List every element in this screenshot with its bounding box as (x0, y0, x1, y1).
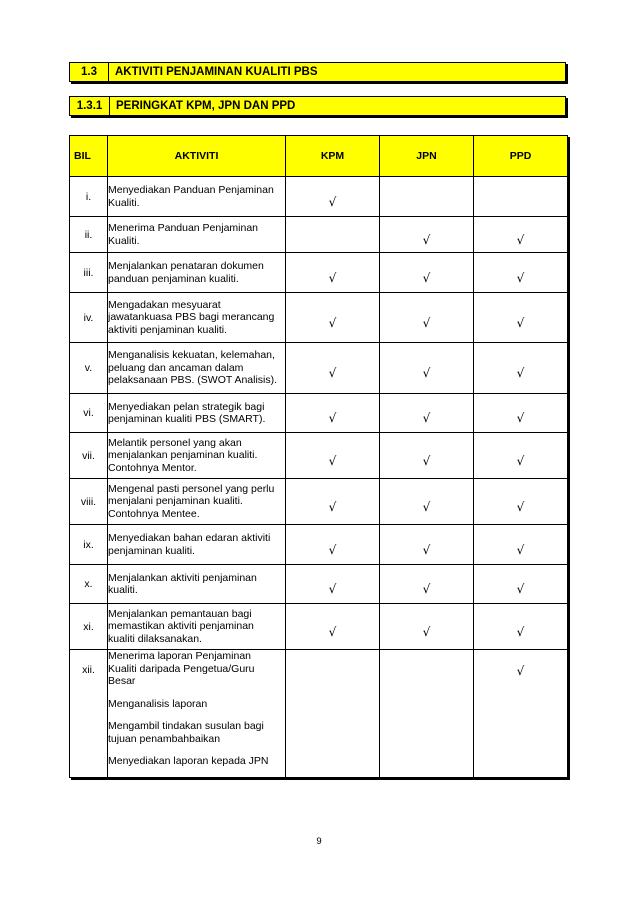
checkmark-icon: √ (422, 232, 431, 247)
kpm-cell (286, 217, 380, 253)
jpn-cell (380, 604, 474, 650)
activity-text-line: Menyediakan Panduan Penjaminan (108, 184, 274, 196)
row-number: vii. (70, 433, 108, 479)
table-row (70, 217, 568, 253)
activity-cell (108, 177, 286, 217)
activity-cell (108, 253, 286, 293)
activity-cell (108, 217, 286, 253)
activity-text-line: Menjalankan penataran dokumen (108, 260, 264, 272)
activity-text-line: Menjalankan pemantauan bagi (108, 607, 252, 620)
activity-text-line: penjaminan kualiti PBS (SMART). (108, 413, 266, 425)
checkmark-icon: √ (328, 315, 337, 330)
checkmark-icon: √ (516, 453, 525, 468)
row-number: ix. (70, 525, 108, 565)
jpn-cell (380, 394, 474, 433)
checkmark-icon: √ (328, 194, 337, 209)
activity-text-line: memastikan aktiviti penjaminan (108, 620, 254, 633)
row-number: iv. (70, 293, 108, 343)
activity-text-line: Menerima laporan Penjaminan (108, 650, 251, 662)
table-header-row (70, 136, 568, 177)
kpm-cell (286, 253, 380, 293)
header-aktiviti: AKTIVITI (108, 136, 286, 177)
header-kpm: KPM (286, 136, 380, 177)
jpn-cell (380, 293, 474, 343)
section-header (69, 62, 566, 82)
kpm-cell (286, 394, 380, 433)
checkmark-icon: √ (516, 270, 525, 285)
kpm-cell (286, 525, 380, 565)
activity-cell (108, 293, 286, 343)
ppd-cell (474, 525, 568, 565)
section-number: 1.3 (70, 63, 109, 81)
activity-text-line: Menjalankan aktiviti penjaminan (108, 571, 257, 584)
activity-text-line: kualiti dilaksanakan. (108, 632, 202, 645)
checkmark-icon: √ (422, 453, 431, 468)
activity-text-line: Mengambil tindakan susulan bagi (108, 720, 264, 732)
kpm-cell (286, 433, 380, 479)
jpn-cell (380, 177, 474, 217)
activity-text-line: Menyediakan pelan strategik bagi (108, 400, 265, 413)
jpn-cell (380, 253, 474, 293)
activity-cell (108, 343, 286, 394)
kpm-cell (286, 565, 380, 604)
ppd-cell (474, 479, 568, 525)
checkmark-icon: √ (422, 499, 431, 514)
ppd-cell (474, 604, 568, 650)
kpm-cell (286, 343, 380, 394)
activity-text-line: menjalani penjaminan kualiti. (108, 495, 243, 508)
activity-text-line: Menyediakan bahan edaran aktiviti (108, 532, 271, 544)
checkmark-icon: √ (516, 411, 525, 425)
checkmark-icon: √ (328, 499, 337, 514)
checkmark-icon: √ (422, 411, 431, 425)
activity-paragraph (108, 720, 285, 745)
checkmark-icon: √ (422, 270, 431, 285)
activity-cell (108, 604, 286, 650)
checkmark-icon: √ (328, 453, 337, 468)
activity-text-line: tujuan penambahbaikan (108, 732, 221, 745)
activity-text-line: Contohnya Mentor. (108, 461, 197, 474)
ppd-cell (474, 253, 568, 293)
table-row (70, 343, 568, 394)
jpn-cell (380, 217, 474, 253)
activity-text-line: aktiviti penjaminan kualiti. (108, 323, 228, 336)
activity-text-line: Menyediakan laporan kepada JPN (108, 755, 269, 767)
kpm-cell (286, 604, 380, 650)
row-number: i. (70, 177, 108, 217)
checkmark-icon: √ (328, 411, 337, 425)
table-row (70, 650, 568, 778)
activity-text-line: menjalankan penjaminan kualiti. (108, 449, 258, 462)
ppd-cell (474, 177, 568, 217)
ppd-cell (474, 394, 568, 433)
table-row (70, 177, 568, 217)
activity-text-line: jawatankuasa PBS bagi merancang (108, 311, 275, 324)
checkmark-icon: √ (422, 542, 431, 557)
checkmark-icon: √ (516, 315, 525, 330)
checkmark-icon: √ (516, 366, 525, 380)
jpn-cell (380, 343, 474, 394)
subsection-header (69, 96, 566, 116)
activity-paragraph (108, 650, 285, 688)
jpn-cell (380, 525, 474, 565)
kpm-cell (286, 650, 380, 778)
activity-text-line: peluang dan ancaman dalam (108, 361, 244, 374)
row-number: xii. (70, 650, 108, 778)
activity-text-line: panduan penjaminan kualiti. (108, 272, 239, 285)
table-row (70, 394, 568, 433)
activity-table (69, 135, 568, 778)
table-row (70, 525, 568, 565)
section-title: AKTIVITI PENJAMINAN KUALITI PBS (115, 66, 318, 78)
row-number: vi. (70, 394, 108, 433)
activity-text-line: Menerima Panduan Penjaminan (108, 222, 259, 234)
activity-cell (108, 433, 286, 479)
ppd-cell (474, 433, 568, 479)
table-row (70, 479, 568, 525)
activity-cell (108, 394, 286, 433)
ppd-cell (474, 343, 568, 394)
row-number: x. (70, 565, 108, 604)
checkmark-icon: √ (328, 270, 337, 285)
activity-text-line: Melantik personel yang akan (108, 436, 242, 449)
header-bil: BIL (70, 136, 108, 177)
row-number: ii. (70, 217, 108, 253)
checkmark-icon: √ (516, 232, 525, 247)
activity-paragraph (108, 755, 285, 768)
row-number: iii. (70, 253, 108, 293)
activity-text-line: penjaminan kualiti. (108, 544, 195, 557)
table-row (70, 433, 568, 479)
checkmark-icon: √ (422, 366, 431, 380)
activity-text-line: Menganalisis kekuatan, kelemahan, (108, 349, 275, 362)
subsection-number: 1.3.1 (70, 97, 110, 115)
jpn-cell (380, 479, 474, 525)
activity-text-line: Kualiti daripada Pengetua/Guru (108, 662, 255, 675)
activity-cell (108, 565, 286, 604)
activity-text-line: Kualiti. (108, 196, 140, 209)
kpm-cell (286, 479, 380, 525)
activity-text-line: pelaksanaan PBS. (SWOT Analisis). (108, 374, 278, 387)
activity-paragraph (108, 698, 285, 711)
activity-text-line: Menganalisis laporan (108, 697, 208, 710)
checkmark-icon: √ (422, 582, 431, 596)
checkmark-icon: √ (516, 542, 525, 557)
table-row (70, 565, 568, 604)
checkmark-icon: √ (328, 582, 337, 596)
header-ppd: PPD (474, 136, 568, 177)
checkmark-icon: √ (516, 664, 525, 678)
activity-text-line: kualiti. (108, 584, 138, 596)
activity-text-line: Besar (108, 675, 136, 687)
table-row (70, 253, 568, 293)
checkmark-icon: √ (328, 542, 337, 557)
ppd-cell (474, 565, 568, 604)
activity-cell (108, 479, 286, 525)
checkmark-icon: √ (422, 315, 431, 330)
subsection-title: PERINGKAT KPM, JPN DAN PPD (116, 100, 296, 112)
table-row (70, 293, 568, 343)
jpn-cell (380, 565, 474, 604)
row-number: viii. (70, 479, 108, 525)
activity-cell (108, 525, 286, 565)
activity-text-line: Contohnya Mentee. (108, 507, 200, 520)
checkmark-icon: √ (516, 582, 525, 596)
ppd-cell (474, 650, 568, 778)
ppd-cell (474, 293, 568, 343)
activity-cell (108, 650, 286, 778)
activity-text-line: Kualiti. (108, 234, 140, 247)
checkmark-icon: √ (328, 366, 337, 380)
activity-text-line: Mengenal pasti personel yang perlu (108, 482, 275, 495)
table-row (70, 604, 568, 650)
checkmark-icon: √ (328, 624, 337, 639)
activity-text-line: Mengadakan mesyuarat (108, 298, 221, 311)
kpm-cell (286, 293, 380, 343)
jpn-cell (380, 433, 474, 479)
kpm-cell (286, 177, 380, 217)
ppd-cell (474, 217, 568, 253)
checkmark-icon: √ (422, 624, 431, 639)
page-number: 9 (316, 836, 322, 847)
row-number: xi. (70, 604, 108, 650)
row-number: v. (70, 343, 108, 394)
jpn-cell (380, 650, 474, 778)
checkmark-icon: √ (516, 499, 525, 514)
header-jpn: JPN (380, 136, 474, 177)
checkmark-icon: √ (516, 624, 525, 639)
